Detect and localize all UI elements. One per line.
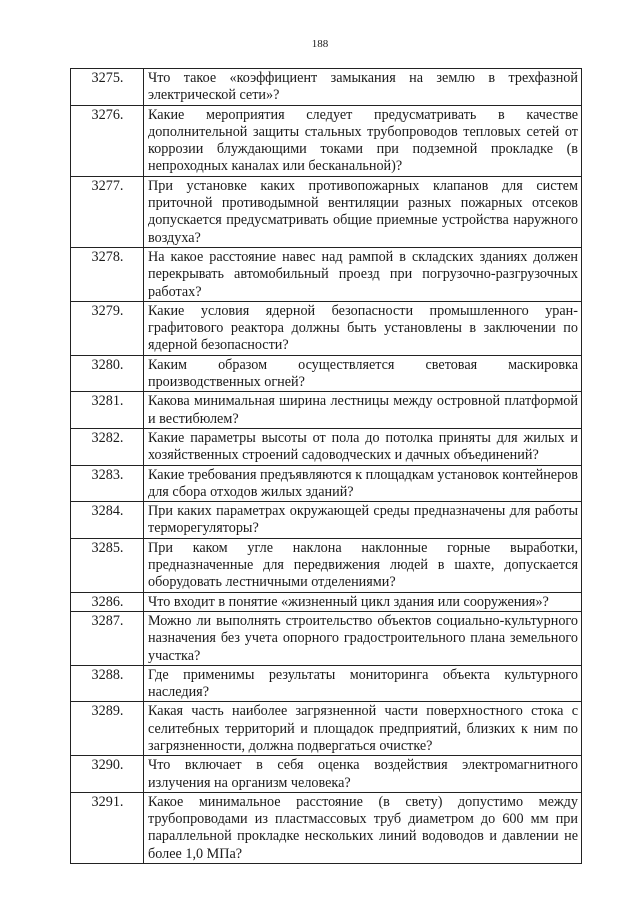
question-number: 3275. bbox=[71, 69, 144, 106]
question-text: Где применимы результаты мониторинга объекта культурного наследия? bbox=[144, 665, 582, 702]
question-text: Какие условия ядерной безопасности промышленного уран-графитового реактора должны быть установлены в заключении по ядерной безопасности? bbox=[144, 301, 582, 355]
question-row bbox=[71, 502, 582, 539]
question-text: Какие мероприятия следует предусматривать в качестве дополнительной защиты стальных трубопроводов тепловых сетей от коррозии блуждающими токами при подземной прокладке (в непроходных каналах или бесканальной)? bbox=[144, 105, 582, 176]
question-number: 3290. bbox=[71, 756, 144, 793]
question-text: Можно ли выполнять строительство объектов социально-культурного назначения без учета опорного градостроительного плана земельного участка? bbox=[144, 611, 582, 665]
question-number: 3276. bbox=[71, 105, 144, 176]
question-number: 3284. bbox=[71, 502, 144, 539]
question-row bbox=[71, 392, 582, 429]
questions-table-body bbox=[71, 69, 582, 864]
question-number: 3288. bbox=[71, 665, 144, 702]
question-number: 3277. bbox=[71, 176, 144, 247]
question-row bbox=[71, 355, 582, 392]
question-text: При каком угле наклона наклонные горные выработки, предназначенные для передвижения людей в шахте, допускается оборудовать лестничными отделениями? bbox=[144, 538, 582, 592]
question-text: Какое минимальное расстояние (в свету) допустимо между трубопроводами из пластмассовых труб диаметром до 600 мм при параллельной прокладке нескольких линий водоводов и давлении не более 1,0 МПа? bbox=[144, 792, 582, 863]
question-row bbox=[71, 465, 582, 502]
question-number: 3285. bbox=[71, 538, 144, 592]
question-row bbox=[71, 792, 582, 863]
question-text: Какие параметры высоты от пола до потолка приняты для жилых и хозяйственных строений садоводческих и дачных объединений? bbox=[144, 428, 582, 465]
question-row bbox=[71, 592, 582, 611]
question-row bbox=[71, 69, 582, 106]
question-text: При каких параметрах окружающей среды предназначены для работы терморегуляторы? bbox=[144, 502, 582, 539]
question-row bbox=[71, 105, 582, 176]
question-row bbox=[71, 247, 582, 301]
question-row bbox=[71, 702, 582, 756]
questions-table bbox=[70, 68, 582, 864]
question-number: 3279. bbox=[71, 301, 144, 355]
question-row bbox=[71, 538, 582, 592]
question-number: 3281. bbox=[71, 392, 144, 429]
question-text: При установке каких противопожарных клапанов для систем приточной противодымной вентиляции разных пожарных отсеков допускается предусматривать общие приемные устройства наружного воздуха? bbox=[144, 176, 582, 247]
question-row bbox=[71, 756, 582, 793]
question-row bbox=[71, 176, 582, 247]
question-number: 3280. bbox=[71, 355, 144, 392]
question-number: 3282. bbox=[71, 428, 144, 465]
question-text: На какое расстояние навес над рампой в складских зданиях должен перекрывать автомобильный проезд при погрузочно-разгрузочных работах? bbox=[144, 247, 582, 301]
page-number: 188 bbox=[311, 38, 329, 50]
question-number: 3286. bbox=[71, 592, 144, 611]
question-row bbox=[71, 665, 582, 702]
question-text: Что входит в понятие «жизненный цикл здания или сооружения»? bbox=[144, 592, 582, 611]
question-number: 3283. bbox=[71, 465, 144, 502]
question-text: Какая часть наиболее загрязненной части поверхностного стока с селитебных территорий и площадок предприятий, близких к ним по загрязненности, должна подвергаться очистке? bbox=[144, 702, 582, 756]
question-text: Какова минимальная ширина лестницы между островной платформой и вестибюлем? bbox=[144, 392, 582, 429]
question-text: Что такое «коэффициент замыкания на землю в трехфазной электрической сети»? bbox=[144, 69, 582, 106]
question-number: 3289. bbox=[71, 702, 144, 756]
question-row bbox=[71, 301, 582, 355]
question-text: Что включает в себя оценка воздействия электромагнитного излучения на организм человека? bbox=[144, 756, 582, 793]
question-text: Каким образом осуществляется световая маскировка производственных огней? bbox=[144, 355, 582, 392]
question-number: 3287. bbox=[71, 611, 144, 665]
question-row bbox=[71, 611, 582, 665]
question-row bbox=[71, 428, 582, 465]
question-number: 3278. bbox=[71, 247, 144, 301]
question-text: Какие требования предъявляются к площадкам установок контейнеров для сбора отходов жилых зданий? bbox=[144, 465, 582, 502]
question-number: 3291. bbox=[71, 792, 144, 863]
